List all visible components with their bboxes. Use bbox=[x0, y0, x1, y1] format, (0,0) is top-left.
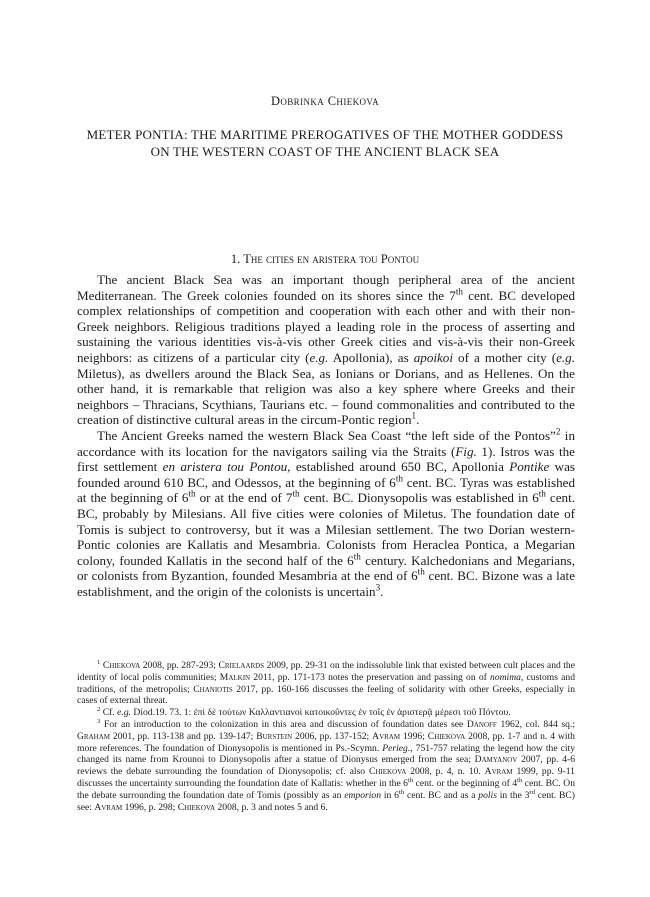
text: cent. BC. Tyras was established at the beginning of 6 bbox=[77, 474, 575, 506]
footnote-ref-2[interactable]: 2 bbox=[555, 426, 561, 437]
superscript: th bbox=[407, 776, 414, 784]
text: cent. BC and as a bbox=[404, 789, 479, 801]
text: The Ancient Greeks named the western Black Sea Coast “the left side of the Pontos” bbox=[97, 427, 556, 443]
text: Miletus), as dwellers around the Black Sea, as Ionians or Dorians, and as Hellenes. On the other hand, it is remarkable that religion was also a key sphere where Greeks and their neighbors – Thracians, Scythians, Taurians etc. – found commonalities and contributed to the creation of distinctive cultural areas in the circum-Pontic region bbox=[77, 365, 575, 428]
body-paragraph-2 bbox=[77, 428, 575, 600]
body-paragraph-1 bbox=[77, 272, 575, 428]
author-ref: Chiekova bbox=[177, 801, 216, 813]
author-ref: Chiekova bbox=[427, 730, 466, 742]
text: 2008, pp. 1-7 and n. 4 with more references. The foundation of Dionysopolis is mentioned in Ps.-Scymn. bbox=[77, 730, 575, 754]
author-ref: Chaniotis bbox=[193, 683, 233, 695]
text: 1). Istros was the first settlement bbox=[77, 443, 575, 475]
text: 2011, pp. 171-173 notes the preservation and passing on of bbox=[250, 671, 491, 683]
text: 2007, pp. 4-6 reviews the debate surrounding the foundation of Dionysopolis; cf. also bbox=[77, 754, 575, 778]
superscript: th bbox=[188, 488, 196, 499]
author-ref: Avram bbox=[94, 801, 123, 813]
text: was founded around 610 BC, and Odessos, at the beginning of 6 bbox=[77, 459, 576, 490]
superscript: th bbox=[395, 473, 403, 484]
italic-text: en aristera tou Pontou bbox=[162, 459, 288, 475]
text: 2001, pp. 113-138 and pp. 139-147; bbox=[110, 730, 257, 742]
author-ref: Graham bbox=[77, 730, 110, 742]
italic-text: Perieg. bbox=[382, 742, 411, 754]
italic-text: polis bbox=[478, 789, 497, 801]
italic-text: e.g. bbox=[309, 349, 329, 365]
main-body-text bbox=[77, 272, 575, 599]
text: . bbox=[380, 583, 384, 599]
figure-ref[interactable]: Fig. bbox=[455, 443, 477, 459]
section-heading: 1. The cities en aristera tou Pontou bbox=[230, 252, 420, 266]
text: , established around 650 BC, Apollonia bbox=[287, 459, 510, 475]
footnote-number: 3 bbox=[97, 717, 101, 725]
author-ref: Danoff bbox=[466, 718, 497, 730]
text: in accordance with its location for the navigators sailing via the Straits ( bbox=[77, 427, 575, 459]
author-ref: Avram bbox=[484, 766, 513, 778]
text: in the 3 bbox=[496, 789, 530, 801]
text: 1996; bbox=[400, 730, 428, 742]
text: customs and traditions, of the metropolis; bbox=[77, 671, 576, 695]
text: 1962, col. 844 sq.; bbox=[496, 718, 576, 730]
footnote-ref-1[interactable]: 1 bbox=[411, 410, 417, 421]
text: 2009, pp. 29-31 on the indissoluble link that existed between cult places and the identity of local polis communities; bbox=[77, 660, 575, 683]
text: 2006, pp. 137-152; bbox=[292, 730, 373, 742]
text: For an introduction to the colonization in this area and discussion of foundation dates see bbox=[104, 718, 467, 730]
text: cent. BC. On the debate surrounding the foundation date of Tomis (possibly as an bbox=[77, 777, 575, 801]
title-line-2: ON THE WESTERN COAST OF THE ANCIENT BLACK SEA bbox=[150, 144, 500, 159]
italic-text: apoikoi bbox=[413, 349, 453, 365]
author-ref: Avram bbox=[372, 730, 401, 742]
article-title bbox=[70, 126, 580, 160]
superscript: th bbox=[417, 566, 425, 577]
text: Diod.19. 73. 1: ἐπὶ δὲ τούτων Καλλαντιανοὶ κατοικοῦντες ἐν τοῖς ἐν ἀριστερᾷ μέρεσι τοῦ Πόντου. bbox=[131, 707, 511, 719]
text: 2008, p. 4, n. 10. bbox=[406, 766, 485, 778]
author-ref: Malkin bbox=[219, 671, 251, 683]
text: Cf. bbox=[102, 707, 118, 719]
footnotes bbox=[77, 660, 575, 813]
text: cent. BC) see: bbox=[77, 789, 575, 813]
text: cent. BC, probably by Milesians. All five cities were colonies of Miletus. The foundation date of Tomis is subject to controversy, but it was a Milesian settlement. The two Dorian western-Pontic colonies are Kallatis and Mesambria. Colonists from Heraclea Pontica, a Megarian colony, founded Kallatis in the second half of the 6 bbox=[77, 490, 575, 568]
italic-text: emporion bbox=[344, 789, 381, 801]
text: , 751-757 relating the legend how the city changed its name from Krounoi to Dionysopolis after a statue of Dionysus emerged from the sea; bbox=[77, 742, 575, 766]
text: Apollonia), as bbox=[328, 349, 414, 365]
text: 2017, pp. 160-166 discusses the feeling of solidarity with other Greeks, especially in cases of external threat. bbox=[77, 683, 575, 707]
text: cent. or the beginning of 4 bbox=[413, 777, 518, 789]
text: cent. BC. Dionysopolis was established in 6 bbox=[299, 490, 539, 506]
footnote-2 bbox=[77, 707, 575, 719]
italic-text: nomima, bbox=[490, 671, 524, 683]
text: or at the end of 7 bbox=[195, 490, 293, 506]
superscript: th bbox=[455, 286, 463, 297]
author-ref: Chiekova bbox=[102, 660, 141, 671]
superscript: th bbox=[292, 488, 300, 499]
text: 2008, p. 3 and notes 5 and 6. bbox=[215, 801, 328, 813]
text: of a mother city ( bbox=[453, 349, 557, 365]
text: in 6 bbox=[381, 789, 399, 801]
footnote-number: 2 bbox=[97, 706, 101, 713]
superscript: rd bbox=[529, 788, 535, 796]
author-ref: Burstein bbox=[256, 730, 293, 742]
superscript: th bbox=[398, 788, 405, 796]
text: century. Kalchedonians and Megarians, or colonists from Byzantion, founded Mesambria at the end of 6 bbox=[77, 552, 575, 584]
text: The ancient Black Sea was an important though peripheral area of the ancient Mediterranean. The Greek colonies founded on its shores since the 7 bbox=[77, 272, 575, 303]
italic-text: e.g. bbox=[556, 349, 575, 365]
author-ref: Chiekova bbox=[368, 766, 407, 778]
text: . bbox=[416, 412, 420, 428]
footnote-1 bbox=[77, 660, 575, 707]
title-line-1: METER PONTIA: THE MARITIME PREROGATIVES OF THE MOTHER GODDESS bbox=[86, 127, 564, 142]
text: 2008, pp. 287-293; bbox=[140, 660, 219, 671]
text: cent. BC developed complex relationships of competition and cooperation with each other and with their non-Greek neighbors. Religious traditions played a leading role in the process of asserting and sustaining the various identities vis-à-vis other Greek cities and vis-à-vis their non-Greek neighbors: as citizens of a particular city ( bbox=[77, 287, 575, 365]
author-ref: Crielaards bbox=[218, 660, 265, 671]
italic-text: Pontike bbox=[509, 459, 550, 475]
text: 1999, pp. 9-11 discusses the uncertainty surrounding the foundation date of Kallatis: whether in the 6 bbox=[77, 766, 575, 789]
superscript: th bbox=[517, 776, 523, 784]
text: 1996, p. 298; bbox=[122, 801, 178, 813]
footnote-3 bbox=[77, 719, 575, 813]
footnote-number: 1 bbox=[97, 658, 101, 666]
author-name: Dobrinka Chiekova bbox=[270, 94, 380, 108]
author-ref: Damyanov bbox=[474, 754, 518, 766]
italic-text: e.g. bbox=[117, 707, 132, 719]
superscript: th bbox=[538, 488, 546, 499]
superscript: th bbox=[353, 551, 361, 562]
footnote-ref-3[interactable]: 3 bbox=[375, 582, 381, 593]
text: cent. BC. Bizone was a late establishment, and the origin of the colonists is uncertain bbox=[77, 568, 576, 599]
